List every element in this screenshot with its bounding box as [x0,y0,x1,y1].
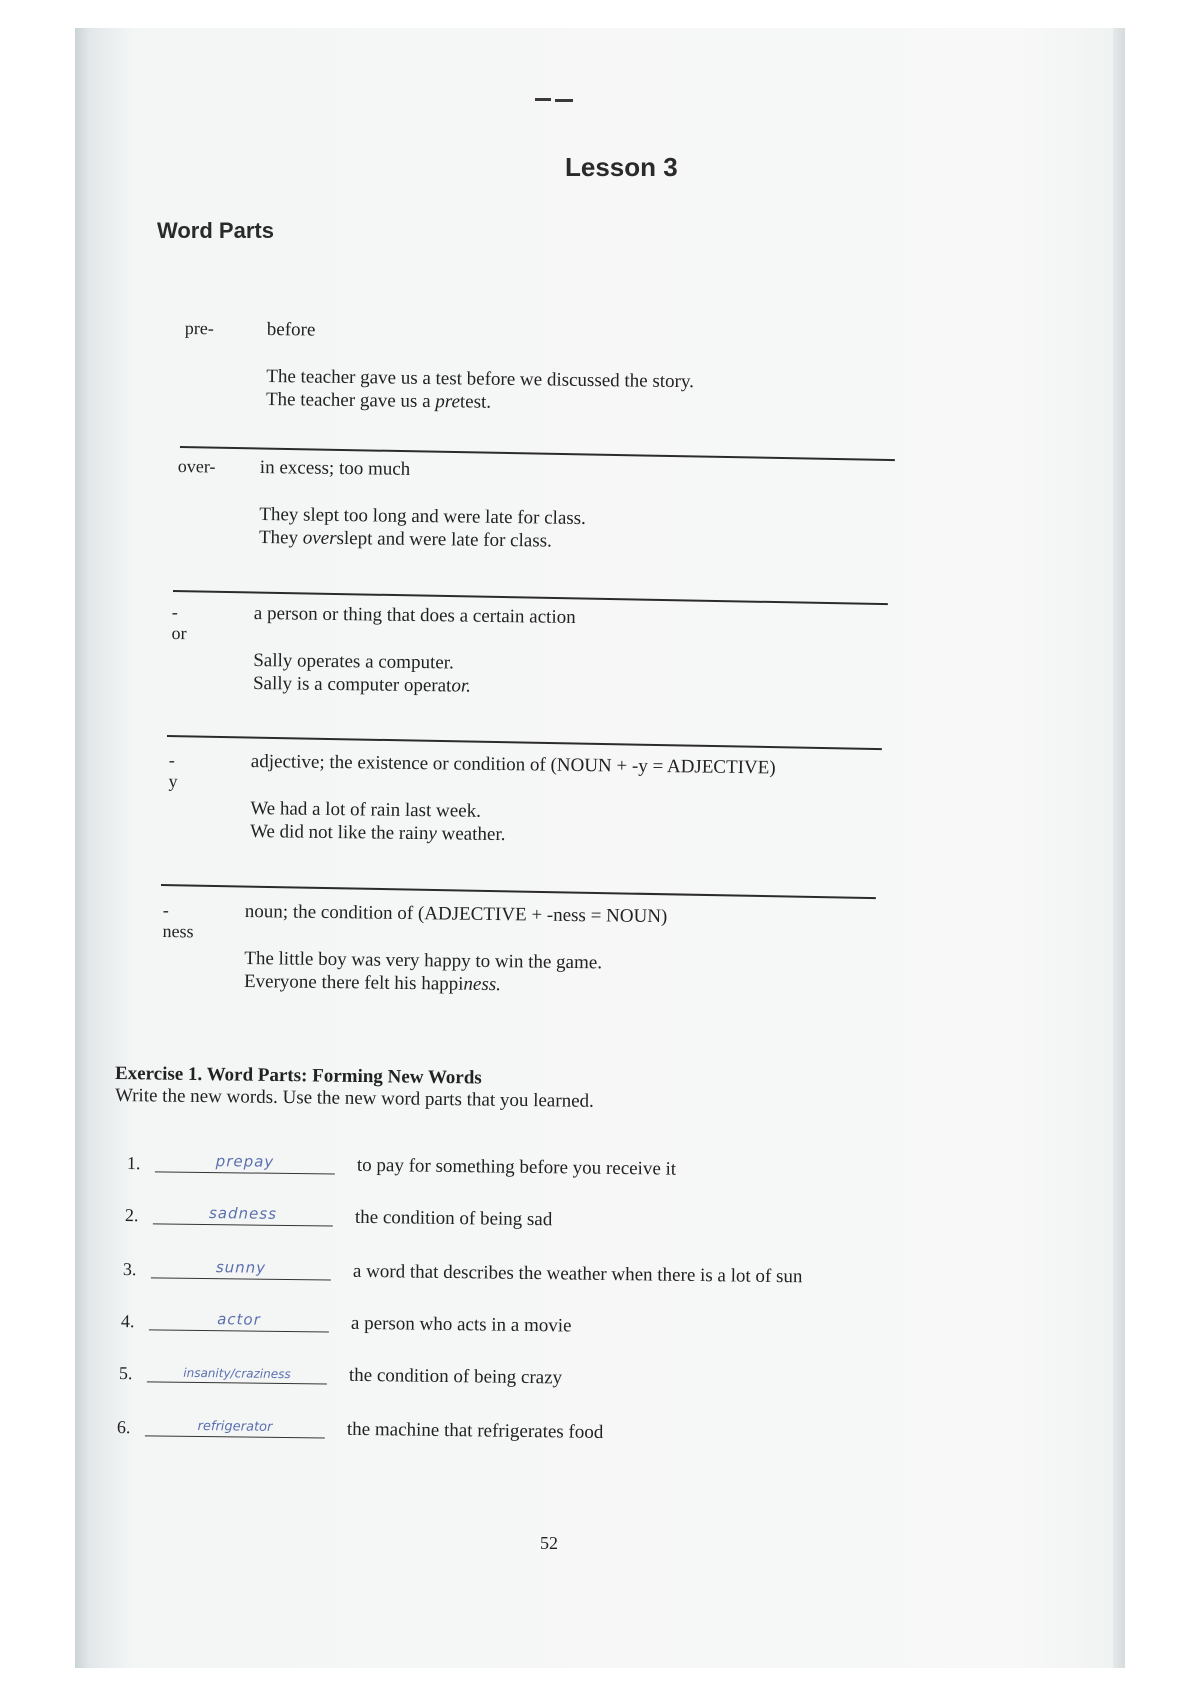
example-sentence-transformed: Sally is a computer operator. [252,672,472,697]
example-sentence-transformed: Everyone there felt his happiness. [243,970,502,996]
handwritten-answer: actor [217,1310,261,1329]
example-sentence: They slept too long and were late for class. [259,503,586,529]
word-part: -or [171,602,187,644]
exercise-item [121,1304,881,1343]
item-definition: to pay for something before you receive it [356,1154,677,1180]
example-sentence-transformed: We did not like the rainy weather. [249,820,506,846]
exercise-item [123,1252,883,1291]
handwritten-answer: refrigerator [197,1418,273,1435]
answer-blank[interactable] [145,1411,325,1438]
item-number: 5. [118,1363,133,1384]
answer-blank[interactable] [153,1199,333,1226]
example-sentence: We had a lot of rain last week. [250,797,482,822]
answer-blank[interactable] [149,1305,329,1332]
section-title: Word Parts [157,218,274,243]
item-number: 4. [120,1311,135,1332]
exercise-item [125,1198,885,1237]
item-definition: the condition of being crazy [348,1364,563,1389]
word-part-definition: adjective; the existence or condition of (NOUN + -y = ADJECTIVE) [250,751,776,779]
handwritten-answer: sunny [215,1258,267,1277]
exercise-instructions: Write the new words. Use the new word parts that you learned. [114,1085,594,1112]
word-part: -y [168,750,178,792]
item-definition: the machine that refrigerates food [346,1418,604,1443]
item-number: 1. [126,1153,141,1174]
handwritten-answer: sadness [208,1204,278,1223]
item-definition: a person who acts in a movie [350,1312,572,1337]
exercise-item [127,1146,887,1185]
example-sentence: The teacher gave us a test before we discussed the story. [266,365,695,393]
example-sentence-transformed: They overslept and were late for class. [258,526,552,552]
word-part: -ness [162,900,194,942]
page-number: 52 [540,1533,558,1553]
answer-blank[interactable] [155,1147,335,1174]
exercise-items [75,28,1125,1668]
answer-blank[interactable] [151,1253,331,1280]
item-number: 3. [122,1259,137,1280]
exercise-title: Exercise 1. Word Parts: Forming New Words [114,1063,482,1089]
handwritten-answer: insanity/craziness [183,1365,291,1382]
example-sentence: Sally operates a computer. [253,649,454,674]
exercise-item [117,1410,877,1449]
example-sentence: The little boy was very happy to win the game. [244,947,603,974]
word-part-definition: in excess; too much [259,457,411,480]
lesson-title: Lesson 3 [565,152,678,182]
scanned-page [75,28,1125,1668]
example-sentence-transformed: The teacher gave us a pretest. [265,388,492,413]
exercise-item [119,1356,879,1395]
item-definition: a word that describes the weather when there is a lot of sun [352,1260,803,1288]
word-part-definition: before [266,319,316,341]
word-part-definition: noun; the condition of (ADJECTIVE + -ness = NOUN) [244,901,668,928]
word-part: pre- [184,318,214,339]
word-part-definition: a person or thing that does a certain action [253,603,576,628]
answer-blank[interactable] [147,1357,327,1384]
item-number: 2. [124,1205,139,1226]
handwritten-answer: prepay [215,1152,275,1171]
item-number: 6. [116,1417,131,1438]
word-part: over- [177,456,216,477]
item-definition: the condition of being sad [354,1206,553,1231]
